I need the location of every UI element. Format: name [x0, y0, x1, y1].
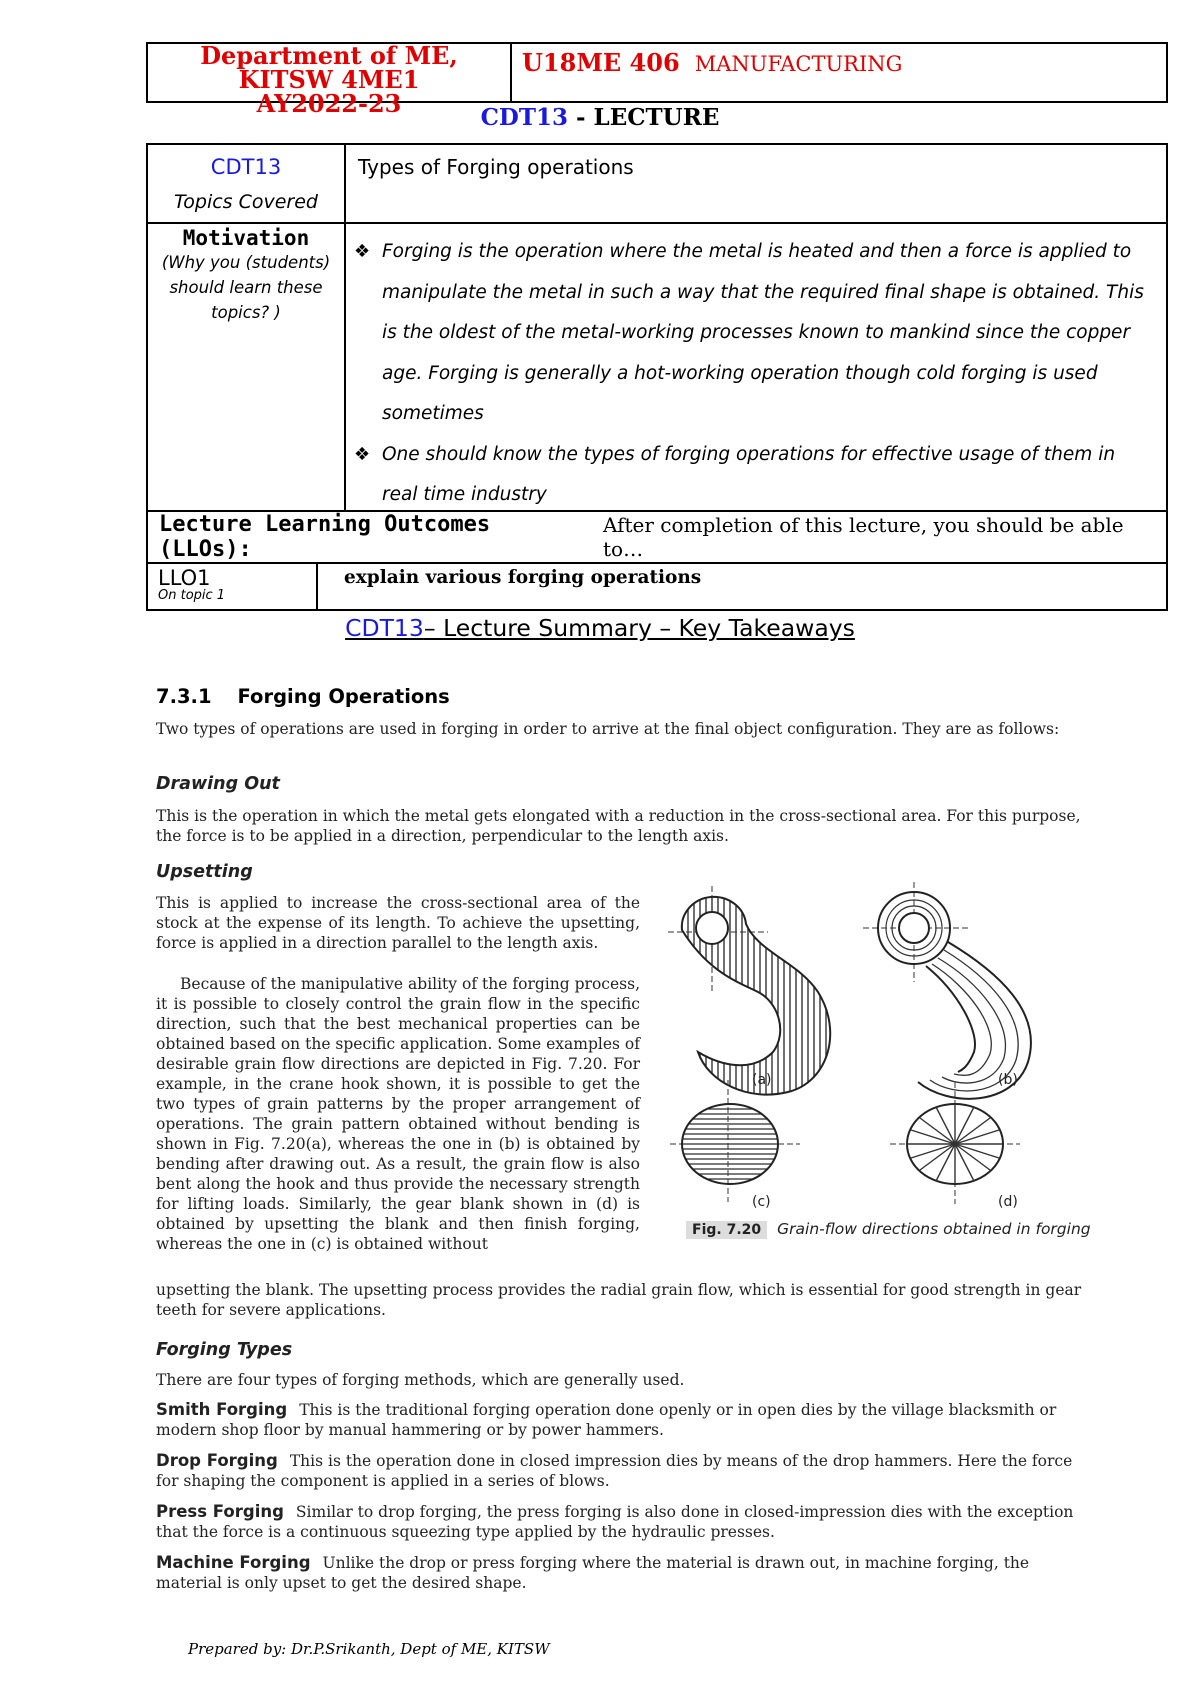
diamond-bullet-icon: ❖	[354, 241, 371, 262]
drawing-out-heading: Drawing Out	[156, 774, 280, 794]
summary-label: – Lecture Summary – Key Takeaways	[423, 614, 855, 642]
forging-type-text: This is the traditional forging operation done openly or in open dies by the village blacksmith or modern shop floor by manual hammering or by power hammers.	[156, 1401, 1057, 1439]
forging-type-name: Smith Forging	[156, 1400, 288, 1419]
topics-row	[148, 145, 1166, 224]
forging-type-text: Similar to drop forging, the press forging is also done in closed-impression dies with the exception that the force is a continuous squeezing type applied by the hydraulic presses.	[156, 1503, 1074, 1541]
topics-text: Types of Forging operations	[358, 155, 634, 179]
gear-blank-c-drawing	[670, 1080, 800, 1202]
topics-covered-label: Topics Covered	[174, 191, 318, 213]
section-title: Forging Operations	[237, 685, 450, 708]
course-code: U18ME 406	[522, 48, 680, 77]
figure-label-b: (b)	[998, 1072, 1018, 1088]
forging-types-intro: There are four types of forging methods, which are generally used.	[156, 1371, 685, 1389]
lecture-plan-table	[146, 143, 1168, 611]
llo-topic: On topic 1	[158, 588, 226, 603]
llo-outcome: explain various forging operations	[344, 567, 702, 588]
section-heading	[156, 685, 450, 708]
forging-type-text: Unlike the drop or press forging where the material is drawn out, in machine forging, the material is only upset to get the desired shape.	[156, 1554, 1030, 1592]
section-number: 7.3.1	[156, 685, 212, 708]
lecture-label: - LECTURE	[567, 104, 720, 131]
topics-label-cell	[148, 145, 346, 222]
forging-type-item	[156, 1502, 1096, 1542]
upsetting-paragraph: This is applied to increase the cross-sectional area of the stock at the expense of its length. To achieve the upsetting, force is applied in a direction parallel to the length axis.	[156, 894, 640, 952]
motivation-label-cell	[148, 224, 346, 510]
figure-label-d: (d)	[998, 1194, 1018, 1210]
llo-row	[148, 564, 1166, 609]
intro-paragraph: Two types of operations are used in forging in order to arrive at the final object configuration. They are as follows:	[156, 720, 1060, 738]
summary-code: CDT13	[345, 614, 424, 642]
hook-a-drawing	[668, 886, 830, 1095]
llo-intro: After completion of this lecture, you should be able to…	[603, 513, 1124, 561]
figure-caption	[686, 1220, 1106, 1239]
topics-code: CDT13	[210, 155, 282, 179]
figure-label-c: (c)	[752, 1194, 771, 1210]
forging-type-name: Drop Forging	[156, 1451, 278, 1470]
lecture-code: CDT13	[480, 104, 568, 131]
lecture-title	[0, 104, 1200, 131]
forging-types-heading: Forging Types	[156, 1340, 293, 1360]
hook-b-drawing	[863, 882, 1031, 1099]
motivation-why: (Why you (students) should learn these topics? )	[161, 253, 331, 322]
forging-type-text: This is the operation done in closed impression dies by means of the drop hammers. Here the force for shaping the component is applied in a series of blows.	[156, 1452, 1073, 1490]
footer-prepared-by: Prepared by: Dr.P.Srikanth, Dept of ME, KITSW	[188, 1640, 550, 1658]
motivation-bullet: ❖ Forging is the operation where the metal is heated and then a force is applied to manipulate the metal in such a way that the required final shape is obtained. This is the oldest of the metal-working processes known to mankind since the copper age. Forging is generally a hot-working operation though cold forging is used sometimes	[382, 232, 1156, 435]
forging-type-name: Machine Forging	[156, 1553, 311, 1572]
upsetting-heading: Upsetting	[156, 862, 253, 882]
forging-type-item	[156, 1451, 1096, 1491]
motivation-bullet: ❖ One should know the types of forging operations for effective usage of them in real time industry	[382, 435, 1156, 516]
department-box	[148, 41, 512, 118]
diamond-bullet-icon: ❖	[354, 443, 371, 465]
summary-title	[0, 614, 1200, 642]
grain-flow-illustration	[668, 882, 1108, 1242]
department-name: Department of ME,	[200, 41, 458, 70]
llo-id: LLO1	[158, 566, 211, 590]
figure-label-a: (a)	[752, 1072, 772, 1088]
course-name: MANUFACTURING	[694, 52, 903, 76]
forging-type-item	[156, 1553, 1096, 1593]
figure-number: Fig. 7.20	[686, 1221, 767, 1239]
department-class: KITSW 4ME1	[238, 65, 420, 94]
llo-heading-row	[148, 512, 1166, 564]
motivation-title: Motivation	[182, 226, 310, 250]
course-box	[512, 44, 1166, 101]
llo-id-cell	[148, 564, 318, 609]
figure-grain-flow	[668, 882, 1108, 1242]
motivation-content	[346, 224, 1166, 510]
gear-blank-d-drawing	[890, 1082, 1020, 1204]
upsetting-paragraph-end: upsetting the blank. The upsetting process provides the radial grain flow, which is essential for good strength in gear teeth for severe applications.	[156, 1281, 1082, 1319]
motivation-row	[148, 224, 1166, 512]
forging-type-name: Press Forging	[156, 1502, 284, 1521]
drawing-out-paragraph: This is the operation in which the metal gets elongated with a reduction in the cross-sectional area. For this purpose, the force is to be applied in a direction, perpendicular to the length axis.	[156, 807, 1081, 845]
grain-flow-paragraph: Because of the manipulative ability of the forging process, it is possible to closely control the grain flow in the specific direction, such that the best mechanical properties can be obtained based on the specific application. Some examples of desirable grain flow directions are depicted in Fig. 7.20. For example, in the crane hook shown, it is possible to get the two types of grain patterns by the proper arrangement of operations. The grain pattern obtained without bending is shown in Fig. 7.20(a), whereas the one in (b) is obtained by bending after drawing out. As a result, the grain flow is also bent along the hook and thus provide the necessary strength for lifting loads. Similarly, the gear blank shown in (d) is obtained by upsetting the blank and then finish forging, whereas the one in (c) is obtained without	[156, 975, 640, 1253]
forging-type-item	[156, 1400, 1096, 1440]
academic-year: AY2022-23	[256, 89, 402, 118]
figure-caption-text: Grain-flow directions obtained in forging	[777, 1220, 1091, 1238]
llo-heading: Lecture Learning Outcomes (LLOs):	[159, 512, 491, 562]
